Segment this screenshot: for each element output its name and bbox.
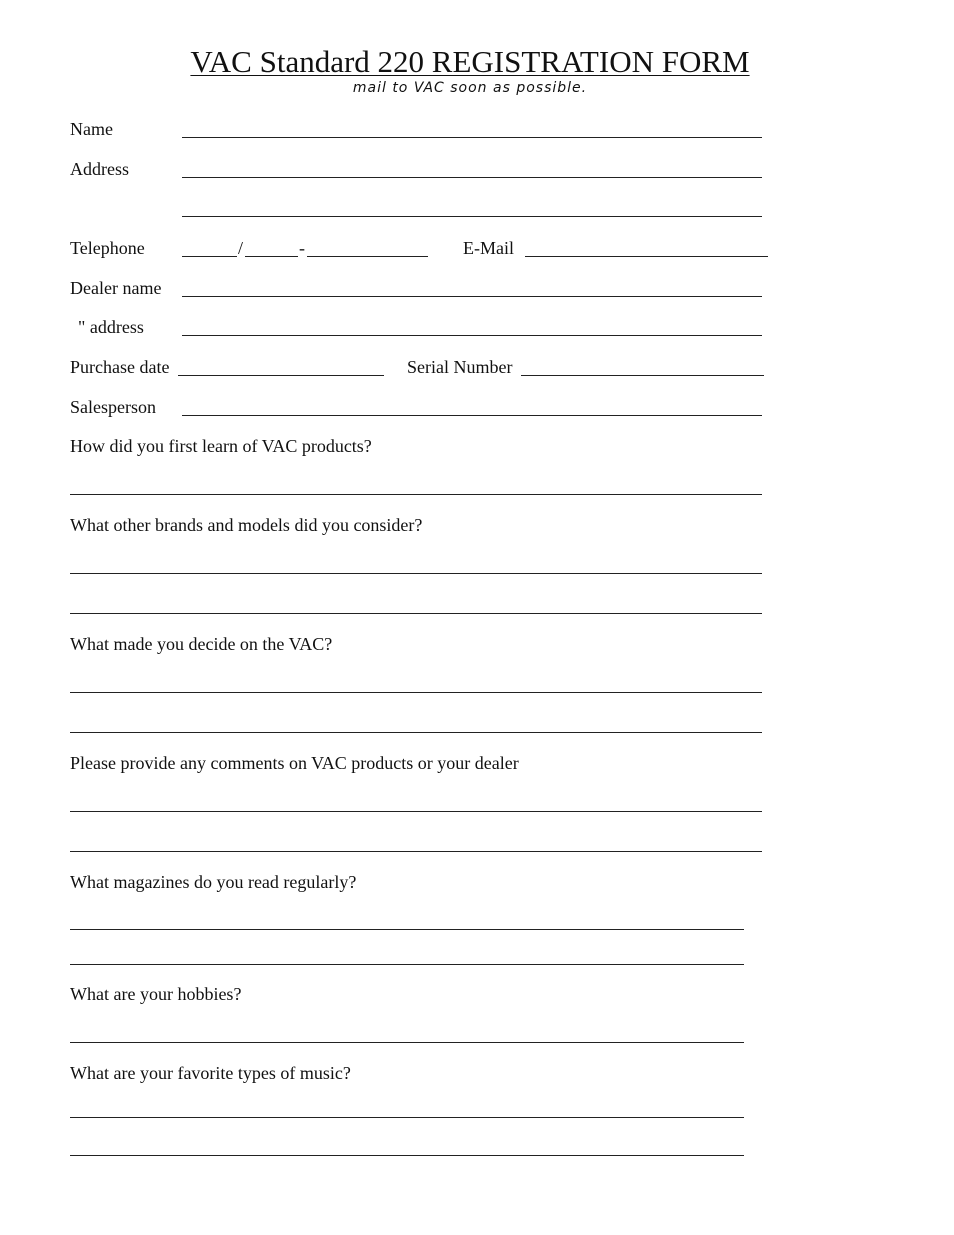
email-field[interactable]	[525, 256, 768, 257]
answer-music-line-1[interactable]	[70, 1117, 744, 1118]
answer-magazines-line-2[interactable]	[70, 964, 744, 965]
answer-learn-line-1[interactable]	[70, 494, 762, 495]
answer-decide-line-2[interactable]	[70, 732, 762, 733]
question-music: What are your favorite types of music?	[70, 1063, 351, 1083]
answer-comments-line-1[interactable]	[70, 811, 762, 812]
email-label: E-Mail	[463, 238, 514, 258]
serial-number-label: Serial Number	[407, 357, 513, 377]
salesperson-label: Salesperson	[70, 397, 156, 417]
question-learn: How did you first learn of VAC products?	[70, 436, 372, 456]
address-field-line-1[interactable]	[182, 177, 762, 178]
question-brands: What other brands and models did you consider?	[70, 515, 423, 535]
telephone-number-field[interactable]	[307, 256, 428, 257]
dealer-name-label: Dealer name	[70, 278, 162, 298]
purchase-date-label: Purchase date	[70, 357, 170, 377]
question-decide: What made you decide on the VAC?	[70, 634, 333, 654]
name-field[interactable]	[182, 137, 762, 138]
dealer-address-label: " address	[78, 317, 144, 337]
form-subtitle: mail to VAC soon as possible.	[352, 80, 588, 96]
question-magazines: What magazines do you read regularly?	[70, 872, 357, 892]
serial-number-field[interactable]	[521, 375, 764, 376]
answer-comments-line-2[interactable]	[70, 851, 762, 852]
dealer-address-field[interactable]	[182, 335, 762, 336]
telephone-area-code-field[interactable]	[182, 256, 237, 257]
answer-music-line-2[interactable]	[70, 1155, 744, 1156]
salesperson-field[interactable]	[182, 415, 762, 416]
telephone-dash: -	[299, 238, 305, 258]
dealer-name-field[interactable]	[182, 296, 762, 297]
telephone-slash: /	[238, 238, 244, 258]
purchase-date-field[interactable]	[178, 375, 384, 376]
name-label: Name	[70, 119, 113, 139]
question-hobbies: What are your hobbies?	[70, 984, 242, 1004]
question-comments: Please provide any comments on VAC products or your dealer	[70, 753, 519, 773]
answer-brands-line-2[interactable]	[70, 613, 762, 614]
address-label: Address	[70, 159, 129, 179]
answer-hobbies-line-1[interactable]	[70, 1042, 744, 1043]
telephone-prefix-field[interactable]	[245, 256, 298, 257]
telephone-label: Telephone	[70, 238, 145, 258]
answer-magazines-line-1[interactable]	[70, 929, 744, 930]
address-field-line-2[interactable]	[182, 216, 762, 217]
answer-decide-line-1[interactable]	[70, 692, 762, 693]
form-title: VAC Standard 220 REGISTRATION FORM	[190, 44, 750, 79]
answer-brands-line-1[interactable]	[70, 573, 762, 574]
